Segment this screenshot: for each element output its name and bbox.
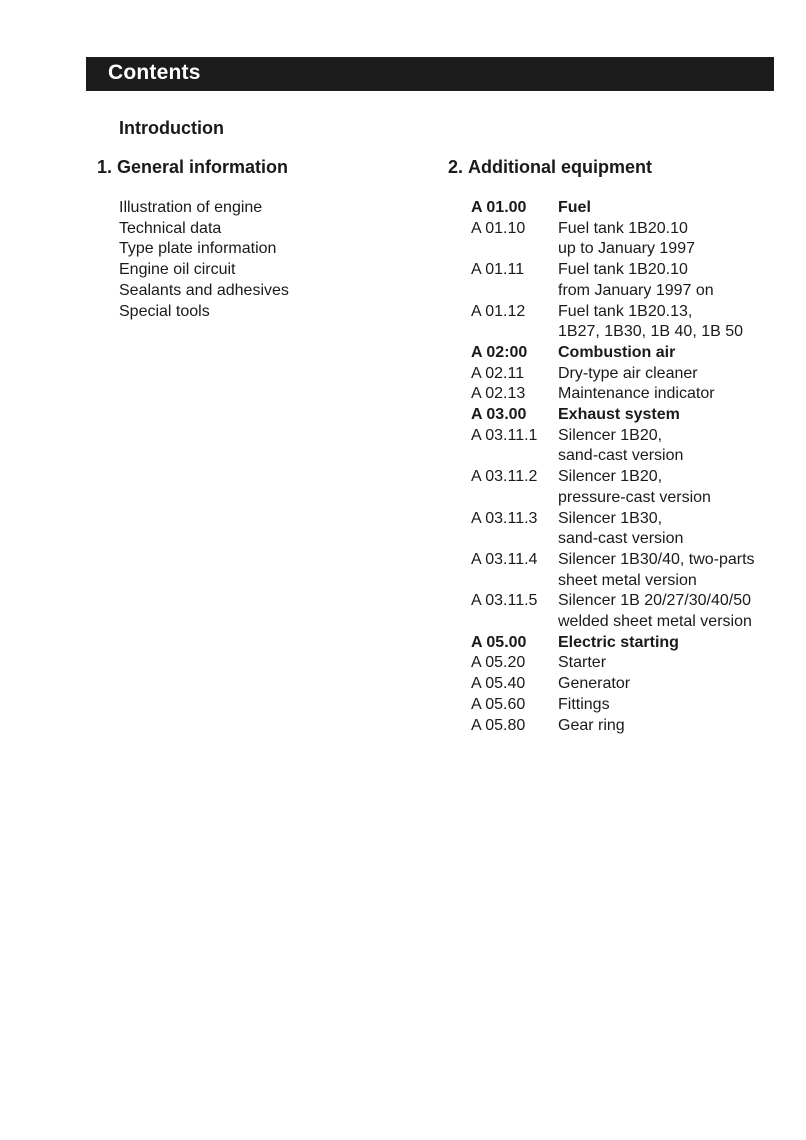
toc-entry-code: A 05.00 bbox=[471, 633, 527, 651]
toc-entry-label: Dry-type air cleaner bbox=[558, 364, 698, 382]
toc-entry-label: Fuel tank 1B20.10 from January 1997 on bbox=[558, 261, 714, 299]
toc-entry[interactable] bbox=[471, 219, 755, 260]
toc-entry[interactable] bbox=[471, 591, 755, 632]
section-title: Additional equipment bbox=[468, 157, 653, 177]
toc-group-heading[interactable] bbox=[471, 343, 755, 364]
section-title: General information bbox=[117, 157, 289, 177]
toc-entry[interactable] bbox=[471, 695, 755, 716]
toc-entry-code: A 03.11.1 bbox=[471, 426, 538, 444]
toc-entry-code: A 05.20 bbox=[471, 654, 526, 672]
toc-entry-label: Gear ring bbox=[558, 716, 625, 734]
toc-entry-code: A 01.12 bbox=[471, 302, 526, 320]
toc-entry[interactable] bbox=[471, 674, 755, 695]
toc-entry[interactable] bbox=[471, 550, 755, 591]
toc-entry[interactable] bbox=[471, 426, 755, 467]
toc-group-heading[interactable] bbox=[471, 405, 755, 426]
toc-entry[interactable] bbox=[471, 302, 755, 343]
toc-group-heading[interactable] bbox=[471, 198, 755, 219]
additional-equipment-list bbox=[471, 198, 755, 736]
toc-entry[interactable]: Special tools bbox=[119, 302, 210, 320]
toc-entry-code: A 01.10 bbox=[471, 219, 526, 237]
toc-entry-code: A 03.00 bbox=[471, 406, 527, 424]
toc-entry-code: A 05.60 bbox=[471, 695, 526, 713]
section-general-information-heading[interactable] bbox=[97, 157, 288, 178]
toc-group-heading[interactable] bbox=[471, 633, 755, 654]
toc-entry[interactable] bbox=[471, 653, 755, 674]
toc-entry[interactable] bbox=[471, 364, 755, 385]
toc-entry-label: Maintenance indicator bbox=[558, 385, 715, 403]
toc-entry-label: Combustion air bbox=[558, 343, 676, 361]
page-title: Contents bbox=[108, 61, 201, 84]
toc-entry-code: A 03.11.3 bbox=[471, 509, 538, 527]
toc-entry-label: Silencer 1B20, sand-cast version bbox=[558, 426, 684, 465]
toc-entry[interactable] bbox=[471, 467, 755, 508]
toc-entry-label: Silencer 1B30, sand-cast version bbox=[558, 509, 684, 548]
toc-entry-label: Fuel tank 1B20.13, 1B27, 1B30, 1B 40, 1B 50 bbox=[558, 302, 744, 341]
toc-entry-code: A 03.11.4 bbox=[471, 550, 538, 568]
toc-entry[interactable] bbox=[471, 509, 755, 550]
toc-entry-label: Fittings bbox=[558, 695, 610, 713]
toc-entry-label: Generator bbox=[558, 675, 631, 693]
toc-entry-label: Fuel bbox=[558, 199, 591, 216]
toc-entry[interactable] bbox=[471, 384, 755, 405]
section-additional-equipment-heading[interactable] bbox=[448, 157, 652, 178]
toc-entry-code: A 05.80 bbox=[471, 716, 526, 734]
contents-header-bar bbox=[86, 57, 774, 91]
toc-entry-code: A 02.13 bbox=[471, 385, 526, 403]
section-number: 2. bbox=[448, 157, 464, 177]
toc-entry[interactable] bbox=[471, 716, 755, 737]
toc-entry-code: A 03.11.5 bbox=[471, 592, 538, 610]
toc-entry[interactable]: Illustration of engine bbox=[119, 199, 263, 216]
toc-entry[interactable] bbox=[471, 260, 755, 301]
toc-entry-label: Starter bbox=[558, 654, 607, 672]
general-information-list bbox=[119, 198, 289, 322]
toc-entry[interactable]: Engine oil circuit bbox=[119, 261, 236, 279]
toc-entry-code: A 02.11 bbox=[471, 364, 525, 382]
introduction-heading[interactable]: Introduction bbox=[119, 118, 224, 138]
toc-entry-label: Exhaust system bbox=[558, 406, 680, 424]
toc-entry[interactable]: Sealants and adhesives bbox=[119, 281, 289, 299]
toc-entry-label: Silencer 1B 20/27/30/40/50 welded sheet metal version bbox=[558, 592, 752, 631]
toc-entry-code: A 01.11 bbox=[471, 261, 525, 279]
toc-entry-label: Silencer 1B30/40, two-parts sheet metal version bbox=[558, 550, 755, 589]
toc-entry-label: Silencer 1B20, pressure-cast version bbox=[558, 468, 711, 506]
toc-entry-code: A 05.40 bbox=[471, 675, 526, 693]
toc-entry[interactable]: Technical data bbox=[119, 219, 222, 237]
toc-entry-code: A 01.00 bbox=[471, 199, 527, 216]
toc-entry-code: A 02:00 bbox=[471, 343, 528, 361]
toc-entry-label: Electric starting bbox=[558, 633, 679, 651]
toc-entry[interactable]: Type plate information bbox=[119, 240, 277, 258]
toc-entry-code: A 03.11.2 bbox=[471, 468, 538, 486]
section-number: 1. bbox=[97, 157, 113, 177]
toc-entry-label: Fuel tank 1B20.10 up to January 1997 bbox=[558, 219, 695, 258]
